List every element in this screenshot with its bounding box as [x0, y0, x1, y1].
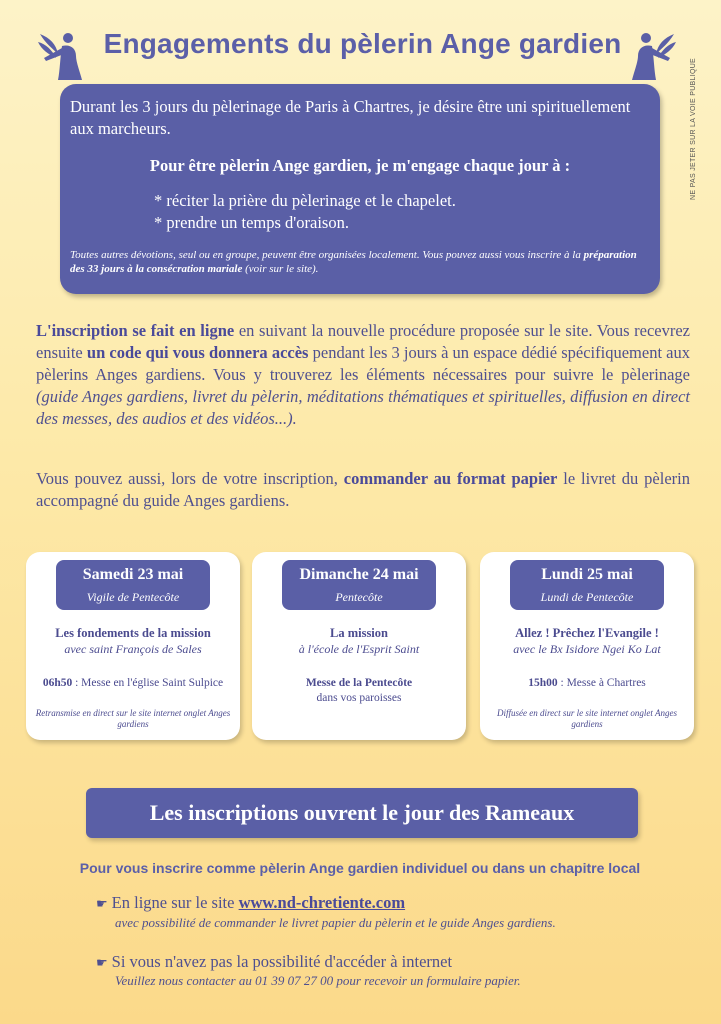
pledge-item: * prendre un temps d'oraison.: [154, 213, 349, 232]
intro-text: Durant les 3 jours du pèlerinage de Paris à Chartres, je désire être uni spirituellement aux marcheurs.: [70, 97, 631, 138]
paper-order-text: Vous pouvez aussi, lors de votre inscription,: [36, 469, 344, 488]
day-theme: Allez ! Prêchez l'Evangile !: [515, 626, 659, 640]
online-option-text: En ligne sur le site: [111, 893, 239, 912]
event-title: Messe de la Pentecôte: [305, 677, 413, 689]
day-name: Lundi 25 mai: [541, 566, 633, 583]
devotions-note: [70, 248, 652, 276]
day-patron: à l'école de l'Esprit Saint: [298, 642, 420, 656]
pledge-title: Pour être pèlerin Ange gardien, je m'engage chaque jour à :: [149, 156, 571, 175]
registration-text: en suivant la nouvelle procédure proposée sur le site. Vous recevrez ensuite: [36, 321, 690, 362]
broadcast-note: Diffusée en direct sur le site internet onglet Anges gardiens: [497, 708, 677, 729]
paper-order-highlight: commander au format papier: [343, 469, 558, 488]
day-header: [56, 560, 210, 610]
engagement-box: [60, 84, 660, 294]
offline-option-note: Veuillez nous contacter au 01 39 07 27 00 pour recevoir un formulaire papier.: [115, 973, 521, 988]
register-title: Pour vous inscrire comme pèlerin Ange gardien individuel ou dans un chapitre local: [79, 860, 641, 876]
offline-option-text: Si vous n'avez pas la possibilité d'accéder à internet: [111, 952, 453, 971]
day-patron: avec saint François de Sales: [64, 642, 202, 656]
page-title: Engagements du pèlerin Ange gardien: [103, 28, 622, 59]
day-name: Samedi 23 mai: [82, 566, 184, 583]
pledge-item: * réciter la prière du pèlerinage et le chapelet.: [154, 191, 456, 210]
broadcast-note: Retransmise en direct sur le site internet onglet Anges gardiens: [35, 708, 231, 729]
angel-icon: [36, 28, 84, 82]
angel-icon: [630, 28, 678, 82]
day-subtitle: Pentecôte: [335, 590, 383, 604]
day-event: [30, 676, 236, 691]
day-card-sunday: [252, 552, 466, 740]
pledge-list: [154, 190, 456, 234]
registration-paragraph: [36, 320, 690, 430]
day-event: [484, 676, 690, 691]
pointing-hand-icon: ☛: [96, 955, 108, 970]
paper-order-paragraph: [36, 468, 690, 512]
website-link[interactable]: www.nd-chretiente.com: [238, 893, 406, 912]
registration-lead: L'inscription se fait en ligne: [36, 321, 235, 340]
day-header: [510, 560, 664, 610]
day-patron: avec le Bx Isidore Ngei Ko Lat: [513, 642, 661, 656]
paper-order-text-end: le livret du pèlerin accompagné du guide Anges gardiens.: [36, 469, 690, 510]
resources-list: (guide Anges gardiens, livret du pèlerin, méditations thématiques et spirituelles, diffusion en direct des messes, des audios et des vidéos...).: [36, 387, 690, 428]
online-option-note: avec possibilité de commander le livret papier du pèlerin et le guide Anges gardiens.: [115, 915, 556, 930]
event-time: 06h50: [42, 677, 73, 689]
devotions-highlight: préparation des 33 jours à la consécration mariale: [70, 249, 637, 275]
day-theme: La mission: [329, 626, 388, 640]
day-subtitle: Lundi de Pentecôte: [540, 590, 634, 604]
event-time: 15h00: [528, 677, 558, 689]
day-theme: Les fondements de la mission: [55, 626, 211, 640]
online-option: [96, 893, 405, 913]
day-header: [282, 560, 436, 610]
pointing-hand-icon: ☛: [96, 896, 108, 911]
devotions-text: Toutes autres dévotions, seul ou en groupe, peuvent être organisées localement. Vous pouvez aussi vous inscrire à la: [70, 249, 584, 261]
registration-text-2: pendant les 3 jours à un espace dédié spécifiquement aux pèlerins Anges gardiens. Vous y trouverez les éléments nécessaires pour suivre le pèlerinage: [36, 343, 691, 384]
event-text: dans vos paroisses: [316, 692, 402, 704]
day-subtitle: Vigile de Pentecôte: [86, 590, 180, 604]
event-text: : Messe en l'église Saint Sulpice: [72, 677, 224, 689]
event-text: : Messe à Chartres: [557, 677, 646, 689]
devotions-text-end: (voir sur le site).: [242, 263, 319, 275]
day-card-monday: [480, 552, 694, 740]
day-card-saturday: [26, 552, 240, 740]
offline-option: [96, 952, 452, 972]
day-event: [256, 676, 462, 706]
side-note: NE PAS JETER SUR LA VOIE PUBLIQUE: [690, 57, 697, 200]
access-code-text: un code qui vous donnera accès: [86, 343, 309, 362]
day-name: Dimanche 24 mai: [299, 566, 419, 583]
registration-banner: Les inscriptions ouvrent le jour des Rameaux: [86, 788, 638, 838]
